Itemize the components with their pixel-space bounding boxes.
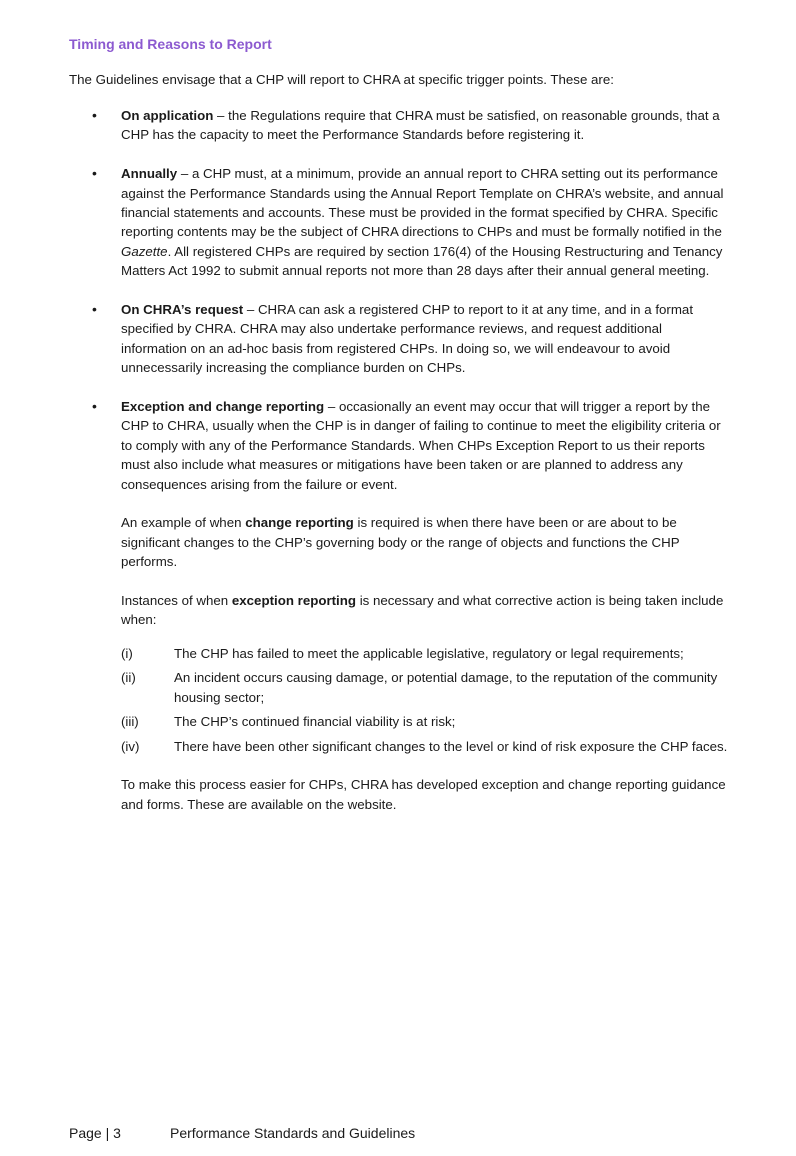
closing-paragraph: To make this process easier for CHPs, CHRA has developed exception and change reporting guidance and forms. These are available on the website.	[121, 777, 726, 812]
list-number: (iii)	[121, 714, 139, 730]
paragraph-text: An example of when	[121, 515, 246, 531]
bullet-icon: •	[92, 107, 97, 123]
change-reporting-paragraph	[121, 513, 729, 571]
list-item	[121, 737, 729, 756]
paragraph-text: is required is when there have been or are about to be significant changes to the CHP’s governing body or the range of objects and functions the CHP performs.	[121, 515, 680, 570]
list-item	[121, 712, 729, 731]
list-text: An incident occurs causing damage, or potential damage, to the reputation of the community housing sector;	[174, 670, 718, 705]
paragraph-bold: change reporting	[245, 515, 354, 531]
list-item-on-request	[0, 300, 729, 378]
list-number: (ii)	[121, 670, 136, 686]
bullet-body: – a CHP must, at a minimum, provide an annual report to CHRA setting out its performance against the Performance Standards using the Annual Report Template on CHRA’s website, and annual financial statements and accounts. These must be provided in the format specified by CHRA. Specific reporting contents may be the subject of CHRA directions to CHPs and must be formally notified in the	[121, 166, 724, 240]
bullet-icon: •	[92, 301, 97, 318]
list-number: (iv)	[121, 738, 140, 754]
bullet-icon: •	[92, 165, 97, 182]
list-item	[121, 668, 729, 707]
bullet-text	[121, 397, 729, 814]
bullet-body: – the Regulations require that CHRA must be satisfied, on reasonable grounds, that a CHP has the capacity to meet the Performance Standards before registering it.	[121, 108, 720, 143]
bullet-text	[121, 300, 729, 378]
list-item-exception-reporting	[0, 397, 729, 814]
exception-conditions-list	[121, 644, 729, 756]
bullet-italic: Gazette	[121, 243, 168, 259]
page-number: Page | 3	[69, 1125, 121, 1141]
bullet-lead: On application	[121, 108, 214, 123]
footer-doc-title: Performance Standards and Guidelines	[170, 1125, 416, 1141]
list-text: There have been other significant changes to the level or kind of risk exposure the CHP faces.	[174, 738, 728, 754]
section-heading: Timing and Reasons to Report	[69, 36, 272, 52]
bullet-body: – CHRA can ask a registered CHP to report to it at any time, and in a format specified by CHRA. CHRA may also undertake performance reviews, and request additional information on an ad-hoc basis from registered CHPs. In doing so, we will endeavour to avoid unnecessarily increasing the compliance burden on CHPs.	[121, 302, 694, 376]
list-item	[121, 644, 729, 663]
list-item-annually	[0, 164, 729, 280]
list-text: The CHP has failed to meet the applicable legislative, regulatory or legal requirements;	[174, 645, 684, 661]
page-footer	[69, 1125, 416, 1141]
trigger-points-list	[0, 106, 796, 834]
bullet-lead: Exception and change reporting	[121, 399, 325, 415]
bullet-lead: On CHRA’s request	[121, 302, 244, 318]
intro-paragraph: The Guidelines envisage that a CHP will report to CHRA at specific trigger points. These are:	[69, 72, 614, 87]
exception-reporting-paragraph	[121, 591, 729, 630]
paragraph-text: is necessary and what corrective action is being taken include when:	[121, 593, 724, 628]
paragraph-text: Instances of when	[121, 593, 232, 609]
bullet-text	[121, 106, 729, 145]
bullet-icon: •	[92, 398, 97, 415]
paragraph-bold: exception reporting	[231, 593, 356, 609]
list-number: (i)	[121, 645, 133, 661]
bullet-text	[121, 164, 729, 280]
bullet-body-continued: . All registered CHPs are required by section 176(4) of the Housing Restructuring and Tenancy Matters Act 1992 to submit annual reports not more than 28 days after their annual general meeting.	[121, 243, 723, 279]
list-text: The CHP’s continued financial viability is at risk;	[174, 714, 456, 730]
bullet-body: – occasionally an event may occur that will trigger a report by the CHP to CHRA, usually when the CHP is in danger of failing to continue to meet the eligibility criteria or to comply with any of the Performance Standards. When CHPs Exception Report to us their reports must also include what measures or mitigations have been taken or are planned to address any consequences arising from the failure or event.	[121, 399, 721, 492]
list-item-on-application	[0, 106, 729, 145]
bullet-lead: Annually	[121, 166, 178, 182]
